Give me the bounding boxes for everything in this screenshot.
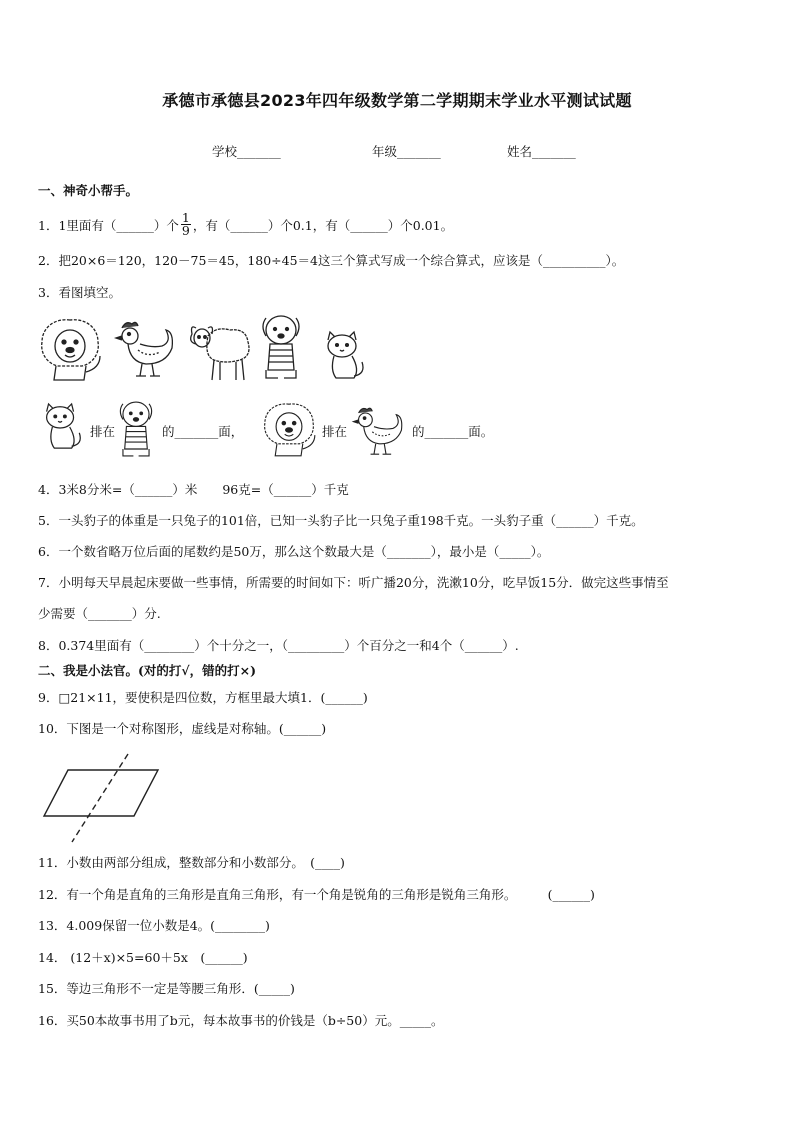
- question-1-part-a: 1．1里面有（______）个: [38, 218, 179, 233]
- question-7-line-2: 少需要（_______）分.: [38, 606, 161, 621]
- parallelogram-shape: [44, 770, 158, 816]
- hen-icon: [350, 404, 410, 458]
- hen-icon: [112, 318, 182, 380]
- question-4: 4．3米8分米=（______）米 96克=（______）千克: [38, 482, 349, 497]
- lion-icon: [34, 316, 106, 384]
- grade-field: 年级_______: [372, 144, 441, 159]
- question-3: 3．看图填空。: [38, 285, 121, 300]
- question-11: 11．小数由两部分组成，整数部分和小数部分。 (____): [38, 855, 345, 870]
- section-heading-2: 二、我是小法官。(对的打√，错的打×): [38, 663, 257, 678]
- question-9: 9．□21×11，要使积是四位数，方框里最大填1．(______): [38, 690, 368, 705]
- school-field: 学校_______: [212, 144, 281, 159]
- question-16: 16．买50本故事书用了b元，每本故事书的价钱是（b÷50）元。_____。: [38, 1013, 444, 1028]
- question-10: 10．下图是一个对称图形，虚线是对称轴。(______): [38, 721, 327, 736]
- question-8: 8．0.374里面有（________）个十分之一，（_________）个百分之一和4个（______）.: [38, 638, 519, 653]
- section-heading-1: 一、神奇小帮手。: [38, 183, 139, 198]
- lion-icon: [258, 400, 320, 460]
- puppy-icon: [258, 312, 304, 382]
- q3-text-ranked-2: 排在: [322, 424, 348, 439]
- q3-text-blank-1: 的_______面，: [162, 424, 244, 439]
- question-6: 6．一个数省略万位后面的尾数约是50万，那么这个数最大是（_______），最小是（_____）。: [38, 544, 550, 559]
- parallelogram-figure: [36, 750, 166, 846]
- sheep-icon: [186, 320, 254, 384]
- kitten-icon: [38, 402, 86, 452]
- fraction-one-ninth: [181, 212, 191, 237]
- q3-text-blank-2: 的_______面。: [412, 424, 494, 439]
- question-7-line-1: 7．小明每天早晨起床要做一些事情，所需要的时间如下：听广播20分，洗漱10分，吃早饭15分．做完这些事情至: [38, 575, 669, 590]
- question-13: 13．4.009保留一位小数是4。(________): [38, 918, 270, 933]
- fraction-numerator: 1: [181, 210, 190, 225]
- question-1: [38, 210, 454, 239]
- question-1-part-b: ，有（______）个0.1，有（______）个0.01。: [192, 218, 454, 233]
- q3-text-ranked-1: 排在: [90, 424, 116, 439]
- kitten-icon: [320, 330, 368, 382]
- question-14: 14． (12＋x)×5=60＋5x (______): [38, 950, 248, 965]
- fraction-denominator: 9: [181, 223, 190, 238]
- name-field: 姓名_______: [507, 144, 576, 159]
- symmetry-axis-dashed: [72, 754, 128, 842]
- question-15: 15．等边三角形不一定是等腰三角形．(_____): [38, 981, 295, 996]
- puppy-icon: [116, 398, 156, 460]
- question-12: 12．有一个角是直角的三角形是直角三角形，有一个角是锐角的三角形是锐角三角形。 (______): [38, 887, 595, 902]
- question-2: 2．把20×6＝120，120－75＝45，180÷45＝4这三个算式写成一个综合算式，应该是（__________）。: [38, 253, 625, 268]
- page-title: 承德市承德县2023年四年级数学第二学期期末学业水平测试试题: [162, 91, 632, 110]
- question-5: 5．一头豹子的体重是一只兔子的101倍，已知一头豹子比一只兔子重198千克。一头豹子重（______）千克。: [38, 513, 644, 528]
